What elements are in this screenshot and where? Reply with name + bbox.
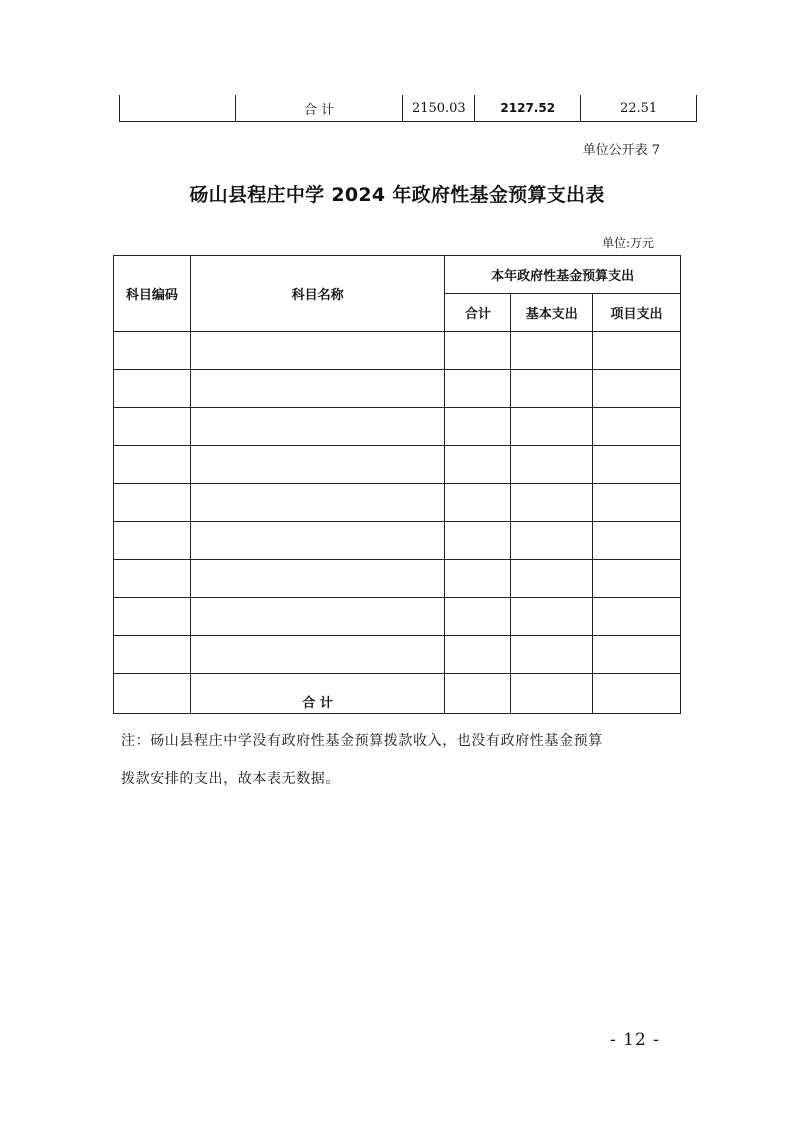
cell-basic [511,598,593,636]
cell-code [114,522,191,560]
previous-total-label: 合 计 [235,95,403,122]
cell-total [445,484,511,522]
total-row-label: 合 计 [190,674,445,714]
cell-basic [511,370,593,408]
fund-budget-table [113,255,681,714]
header-basic: 基本支出 [511,294,593,332]
unit-label: 单位:万元 [601,236,654,250]
cell-total [445,332,511,370]
cell-total [445,370,511,408]
cell-code [114,560,191,598]
cell-name [190,522,445,560]
cell-total [445,636,511,674]
cell-project [593,560,681,598]
previous-table-fragment [119,95,697,122]
cell-basic [511,408,593,446]
page-number: - 12 - [610,1030,660,1050]
table-row [114,408,681,446]
total-basic-cell [511,674,593,714]
total-code-cell [114,674,191,714]
footnote [121,722,661,798]
cell-code [114,332,191,370]
cell-code [114,370,191,408]
header-total: 合计 [445,294,511,332]
cell-name [190,560,445,598]
previous-table-total-row [120,95,697,122]
previous-project-value: 22.51 [581,95,697,122]
cell-name [190,332,445,370]
cell-total [445,408,511,446]
cell-basic [511,636,593,674]
cell-project [593,636,681,674]
cell-project [593,522,681,560]
page-title: 砀山县程庄中学 2024 年政府性基金预算支出表 [189,184,605,206]
table-row [114,636,681,674]
cell-project [593,598,681,636]
header-code: 科目编码 [114,256,191,332]
cell-total [445,446,511,484]
cell-total [445,598,511,636]
previous-total-value: 2150.03 [403,95,475,122]
cell-basic [511,522,593,560]
cell-project [593,484,681,522]
total-total-cell [445,674,511,714]
table-row [114,332,681,370]
header-name: 科目名称 [190,256,445,332]
cell-basic [511,446,593,484]
table-row [114,446,681,484]
table-header-row [114,256,681,294]
cell-name [190,446,445,484]
cell-code [114,598,191,636]
cell-total [445,522,511,560]
table-number: 单位公开表 7 [582,143,660,158]
table-row [114,560,681,598]
total-project-cell [593,674,681,714]
cell-code [114,484,191,522]
cell-basic [511,560,593,598]
previous-code-cell [120,95,236,122]
cell-name [190,370,445,408]
footnote-line-1: 注：砀山县程庄中学没有政府性基金预算拨款收入，也没有政府性基金预算 [121,733,603,749]
cell-basic [511,332,593,370]
cell-project [593,408,681,446]
cell-code [114,408,191,446]
total-row [114,674,681,714]
table-row [114,484,681,522]
table-row [114,522,681,560]
cell-name [190,408,445,446]
header-group: 本年政府性基金预算支出 [445,256,681,294]
cell-code [114,636,191,674]
cell-total [445,560,511,598]
table-row [114,598,681,636]
footnote-line-2: 拨款安排的支出，故本表无数据。 [121,771,340,787]
cell-project [593,370,681,408]
cell-basic [511,484,593,522]
table-row [114,370,681,408]
previous-basic-value: 2127.52 [475,95,581,122]
cell-code [114,446,191,484]
header-project: 项目支出 [593,294,681,332]
cell-name [190,484,445,522]
cell-project [593,332,681,370]
cell-name [190,636,445,674]
cell-name [190,598,445,636]
cell-project [593,446,681,484]
